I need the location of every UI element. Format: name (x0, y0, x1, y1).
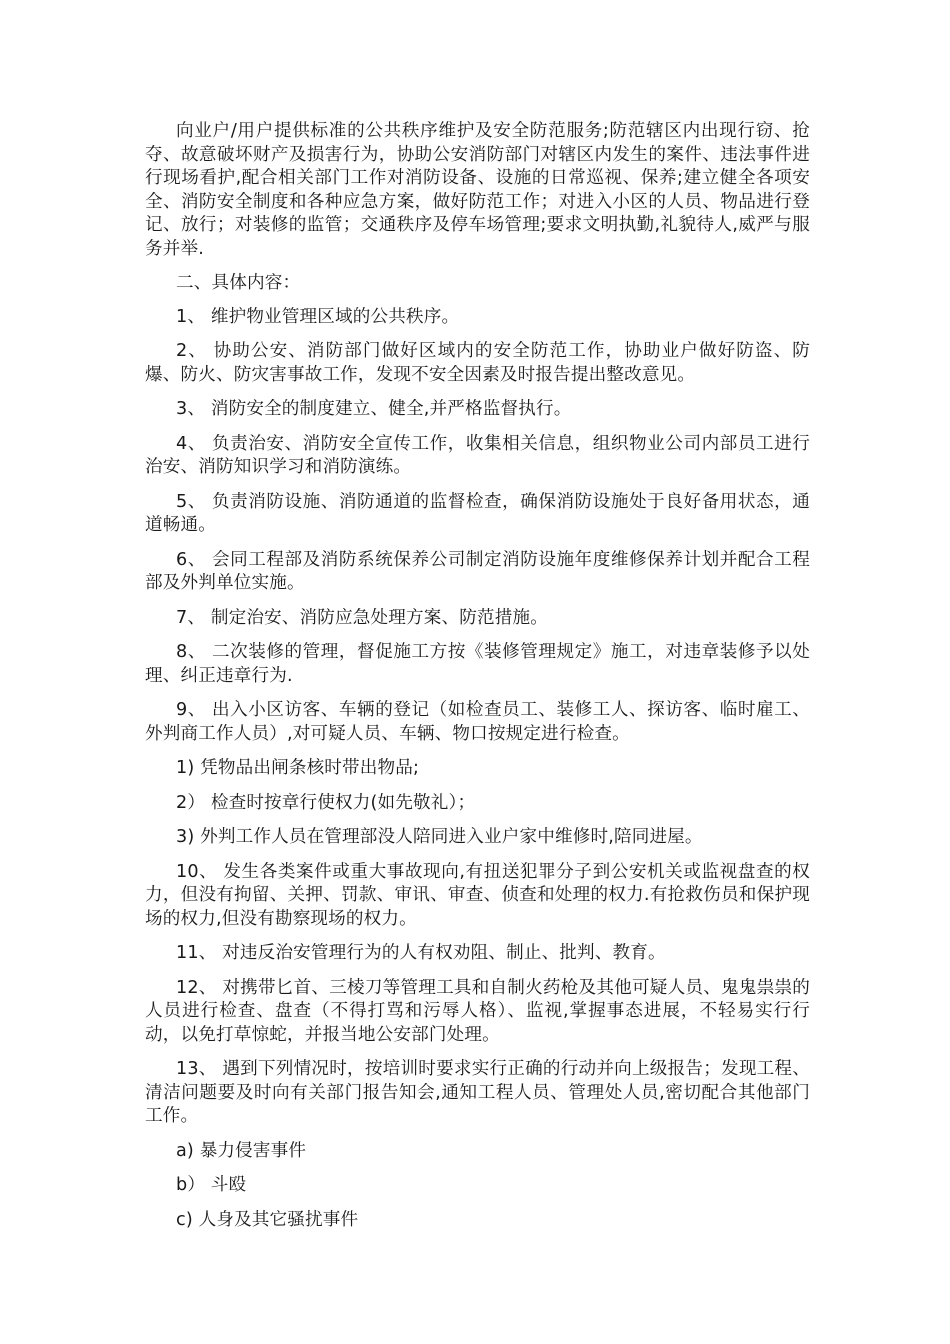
section-heading: 二、具体内容： (176, 273, 301, 293)
sub-list-item: a) 暴力侵害事件 (176, 1140, 307, 1161)
sub-list-item: b） 斗殴 (176, 1175, 247, 1195)
list-item: 3、 消防安全的制度建立、健全,并严格监督执行。 (176, 399, 572, 419)
list-item: 11、 对违反治安管理行为的人有权劝阻、制止、批判、教育。 (176, 943, 666, 963)
sub-list-item: 2） 检查时按章行使权力(如先敬礼）； (176, 792, 476, 813)
sub-list-item: 3) 外判工作人员在管理部没人陪同进入业户家中维修时,陪同进屋。 (176, 827, 703, 847)
list-item: 5、 负责消防设施、消防通道的监督检查，确保消防设施处于良好备用状态，通道畅通。 (145, 491, 810, 535)
list-item: 4、 负责治安、消防安全宣传工作，收集相关信息，组织物业公司内部员工进行治安、消防知识学习和消防演练。 (145, 433, 810, 477)
list-item: 2、 协助公安、消防部门做好区域内的安全防范工作，协助业户做好防盗、防爆、防火、防灾害事故工作，发现不安全因素及时报告提出整改意见。 (145, 341, 810, 385)
list-item: 12、 对携带匕首、三棱刀等管理工具和自制火药枪及其他可疑人员、鬼鬼祟祟的人员进行检查、盘查（不得打骂和污辱人格）、监视,掌握事态进展，不轻易实行行动，以免打草惊蛇，并报当地公安部门处理。 (145, 977, 810, 1045)
list-item: 1、 维护物业管理区域的公共秩序。 (176, 306, 460, 327)
list-item: 7、 制定治安、消防应急处理方案、防范措施。 (176, 607, 548, 628)
list-item: 13、 遇到下列情况时，按培训时要求实行正确的行动并向上级报告；发现工程、清洁问题要及时向有关部门报告知会,通知工程人员、管理处人员,密切配合其他部门工作。 (145, 1059, 810, 1126)
sub-list-item: 1) 凭物品出闸条核时带出物品; (176, 758, 420, 778)
list-item: 6、 会同工程部及消防系统保养公司制定消防设施年度维修保养计划并配合工程部及外判单位实施。 (145, 549, 810, 593)
sub-list-item: c) 人身及其它骚扰事件 (176, 1209, 359, 1230)
intro-paragraph: 向业户/用户提供标准的公共秩序维护及安全防范服务;防范辖区内出现行窃、抢夺、故意破坏财产及损害行为，协助公安消防部门对辖区内发生的案件、违法事件进行现场看护,配合相关部门工作对消防设备、设施的日常巡视、保养;建立健全各项安全、消防安全制度和各种应急方案，做好防范工作；对进入小区的人员、物品进行登记、放行；对装修的监管；交通秩序及停车场管理;要求文明执勤,礼貌待人,威严与服务并举. (145, 121, 810, 259)
list-item: 8、 二次装修的管理，督促施工方按《装修管理规定》施工，对违章装修予以处理、纠正违章行为. (145, 642, 810, 686)
list-item: 9、 出入小区访客、车辆的登记（如检查员工、装修工人、探访客、临时雇工、外判商工作人员）,对可疑人员、车辆、物口按规定进行检查。 (145, 700, 810, 744)
document-body (145, 120, 810, 1232)
list-item: 10、 发生各类案件或重大事故现向,有扭送犯罪分子到公安机关或监视盘查的权力，但没有拘留、关押、罚款、审讯、审查、侦查和处理的权力.有抢救伤员和保护现场的权力,但没有勘察现场的权力。 (145, 861, 810, 929)
